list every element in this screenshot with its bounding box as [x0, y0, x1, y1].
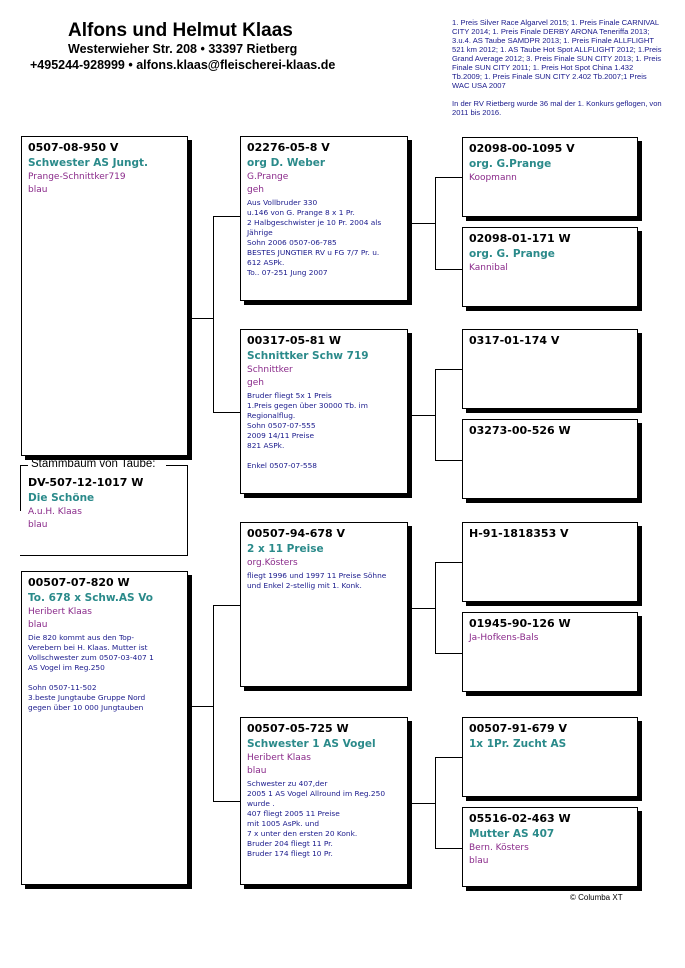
pigeon-color: blau — [247, 766, 267, 776]
connector — [435, 562, 436, 653]
ring-number: 00507-91-679 V — [469, 722, 568, 735]
pigeon-name: org. G.Prange — [469, 158, 552, 170]
pigeon-name: Schnittker Schw 719 — [247, 350, 369, 362]
breeder: Bern. Kösters — [469, 843, 529, 853]
father-mother-box — [240, 329, 408, 494]
ring-number: H-91-1818353 V — [469, 527, 569, 540]
mm-mother-box — [462, 807, 638, 887]
ring-number: 0317-01-174 V — [469, 334, 560, 347]
mother-mother-box — [240, 717, 408, 885]
ring-number: 02276-05-8 V — [247, 141, 330, 154]
connector — [213, 605, 240, 606]
pigeon-name: org. G. Prange — [469, 248, 555, 260]
breeder: Schnittker — [247, 365, 293, 375]
pigeon-name: Mutter AS 407 — [469, 828, 555, 840]
ring-number: 01945-90-126 W — [469, 617, 571, 630]
connector — [20, 465, 21, 511]
connector — [435, 460, 462, 461]
ring-number: 00507-94-678 V — [247, 527, 346, 540]
ring-number: 0507-08-950 V — [28, 141, 119, 154]
breeder: Koopmann — [469, 173, 517, 183]
ring-number: 00317-05-81 W — [247, 334, 341, 347]
pigeon-notes: Schwester zu 407,der 2005 1 AS Vogel Allround im Reg.250 wurde . 407 fliegt 2005 11 Preise mit 1005 AsPk. und 7 x unter den ersten 20 Konk. Bruder 204 fliegt 11 Pr. Bruder 174 fliegt 10 Pr. — [247, 779, 386, 858]
contact: +495244-928999 • alfons.klaas@fleischerei-klaas.de — [30, 58, 336, 72]
pigeon-name: 1x 1Pr. Zucht AS — [469, 738, 567, 750]
pigeon-name: org D. Weber — [247, 157, 326, 169]
ring-number: 02098-01-171 W — [469, 232, 571, 245]
pigeon-color: blau — [469, 856, 489, 866]
connector — [435, 848, 462, 849]
ring-number: 00507-07-820 W — [28, 576, 130, 589]
pigeon-notes: fliegt 1996 und 1997 11 Preise Söhne und Enkel 2-stellig mit 1. Konk. — [247, 571, 387, 590]
pigeon-color: blau — [28, 185, 48, 195]
mother-father-box — [240, 522, 408, 687]
awards-text: 1. Preis Silver Race Algarvel 2015; 1. Preis Finale CARNIVAL CITY 2014; 1. Preis Finale DERBY ARONA Teneriffa 2013; 3.u.4. AS Taube SAMDPR 2013; 1. Preis Finale ALLFLIGHT 521 km 2012; 1. AS Taube Hot Spot ALLFLIGHT 2012; 1.Preis Grand Average 2012; 3. Preis Finale SUN CITY 2013; 1. Preis Finale SUN CITY 2011; 1. Preis Hot Spot China 1.432 Tb.2009; 1. Preis Finale SUN CITY 2.402 Tb.2007;1 Preis WAC USA 2007 — [452, 18, 662, 90]
breeder: Heribert Klaas — [28, 607, 92, 617]
connector — [213, 605, 214, 801]
ring-number: 02098-00-1095 V — [469, 142, 575, 155]
connector — [435, 757, 462, 758]
ring-number: DV-507-12-1017 W — [28, 476, 144, 489]
pigeon-notes: Bruder fliegt 5x 1 Preis 1.Preis gegen über 30000 Tb. im Regionalflug. Sohn 0507-07-555 2009 14/11 Preise 821 ASPk. Enkel 0507-07-558 — [247, 391, 368, 470]
connector — [213, 412, 240, 413]
connector — [435, 369, 462, 370]
connector — [166, 465, 188, 466]
breeder: Ja-Hofkens-Bals — [469, 633, 539, 643]
pigeon-color: blau — [28, 620, 48, 630]
connector — [187, 706, 214, 707]
connector — [435, 177, 462, 178]
breeder: Prange-Schnittker719 — [28, 172, 126, 182]
fm-mother-box — [462, 419, 638, 499]
pigeon-name: 2 x 11 Preise — [247, 543, 324, 555]
connector — [408, 223, 435, 224]
connector — [435, 653, 462, 654]
pedigree-label: Stammbaum von Taube: — [28, 458, 158, 470]
connector — [435, 562, 462, 563]
pigeon-color: blau — [28, 520, 48, 530]
connector — [435, 177, 436, 269]
mm-father-box — [462, 717, 638, 797]
subject-pigeon — [28, 476, 183, 533]
connector — [213, 801, 240, 802]
ring-number: 00507-05-725 W — [247, 722, 349, 735]
mother-box — [21, 571, 188, 885]
breeder: Kannibal — [469, 263, 508, 273]
awards-konkurs: In der RV Rietberg wurde 36 mal der 1. Konkurs geflogen, von 2011 bis 2016. — [452, 99, 662, 117]
breeder: A.u.H. Klaas — [28, 507, 82, 517]
mf-mother-box — [462, 612, 638, 692]
connector — [408, 803, 435, 804]
mf-father-box — [462, 522, 638, 602]
connector — [408, 608, 435, 609]
connector — [435, 269, 462, 270]
pigeon-color: geh — [247, 185, 264, 195]
father-father-box — [240, 136, 408, 301]
connector — [187, 318, 214, 319]
connector — [20, 555, 188, 556]
pigeon-name: Schwester 1 AS Vogel — [247, 738, 376, 750]
breeder: org.Kösters — [247, 558, 298, 568]
pigeon-notes: Die 820 kommt aus den Top- Verebern bei H. Klaas. Mutter ist Vollschwester zum 0507-03-407 1 AS Vogel im Reg.250 Sohn 0507-11-502 3.beste Jungtaube Gruppe Nord gegen über 10 000 Jungtauben — [28, 633, 154, 712]
connector — [408, 415, 435, 416]
pigeon-name: Schwester AS Jungt. — [28, 157, 149, 169]
pigeon-name: To. 678 x Schw.AS Vo — [28, 592, 154, 604]
connector — [435, 369, 436, 460]
address: Westerwieher Str. 208 • 33397 Rietberg — [68, 42, 298, 56]
connector — [187, 465, 188, 556]
father-box — [21, 136, 188, 456]
connector — [435, 757, 436, 848]
fm-father-box — [462, 329, 638, 409]
awards-block — [452, 18, 664, 117]
page-title: Alfons und Helmut Klaas — [68, 20, 293, 41]
ring-number: 05516-02-463 W — [469, 812, 571, 825]
ff-father-box — [462, 137, 638, 217]
ff-mother-box — [462, 227, 638, 307]
connector — [213, 216, 214, 412]
ring-number: 03273-00-526 W — [469, 424, 571, 437]
connector — [213, 216, 240, 217]
pigeon-notes: Aus Vollbruder 330 u.146 von G. Prange 8 x 1 Pr. 2 Halbgeschwister je 10 Pr. 2004 als Jährige Sohn 2006 0507-06-785 BESTES JUNGTIER RV u FG 7/7 Pr. u. 612 ASPk. To.. 07-251 Jung 2007 — [247, 198, 382, 277]
copyright: © Columba XT — [570, 893, 623, 902]
breeder: Heribert Klaas — [247, 753, 311, 763]
pigeon-name: Die Schöne — [28, 492, 95, 504]
pigeon-color: geh — [247, 378, 264, 388]
breeder: G.Prange — [247, 172, 289, 182]
